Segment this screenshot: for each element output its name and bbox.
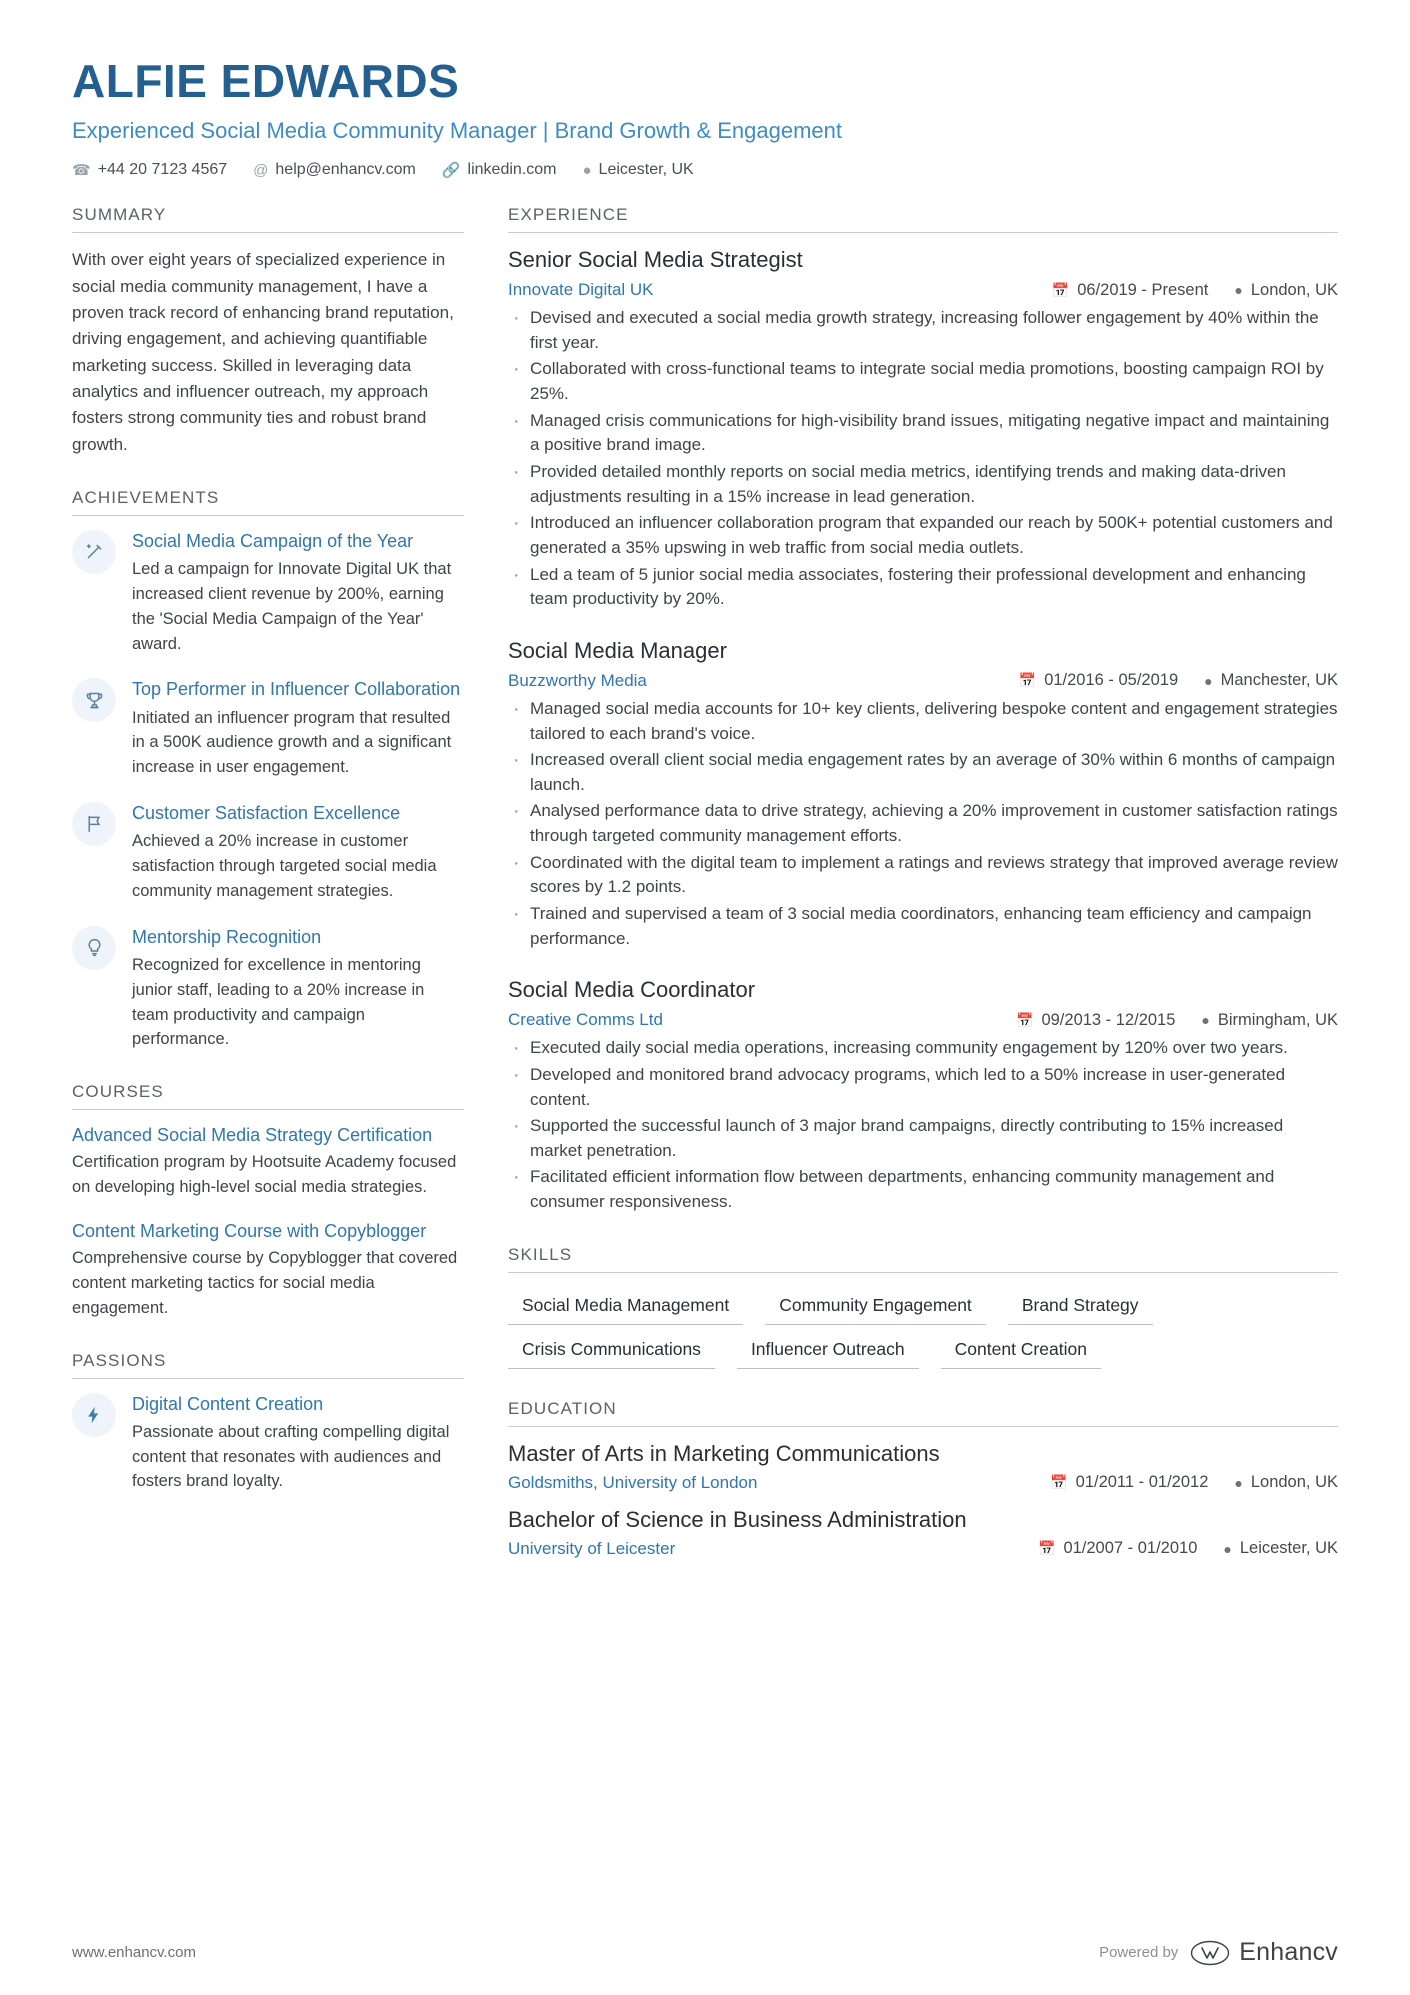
course-item bbox=[72, 1124, 464, 1200]
left-column bbox=[72, 205, 464, 1524]
link-icon: 🔗 bbox=[441, 161, 461, 179]
section-passions bbox=[72, 1351, 464, 1495]
job-title: Social Media Manager bbox=[508, 637, 727, 663]
contact-row bbox=[72, 161, 1338, 179]
job-company: Creative Comms Ltd bbox=[508, 1010, 663, 1030]
page-title: ALFIE EDWARDS bbox=[72, 55, 460, 107]
job-company: Buzzworthy Media bbox=[508, 670, 647, 690]
achievement-desc: Achieved a 20% increase in customer satisfaction through targeted social media community management strategies. bbox=[132, 832, 437, 900]
education-dates bbox=[1038, 1539, 1197, 1558]
job-dates-text: 01/2016 - 05/2019 bbox=[1044, 671, 1179, 690]
section-title-education: EDUCATION bbox=[508, 1399, 1338, 1427]
job-dates-text: 06/2019 - Present bbox=[1077, 280, 1209, 299]
passion-item bbox=[72, 1393, 464, 1495]
powered-by bbox=[1099, 1938, 1338, 1967]
course-desc: Comprehensive course by Copyblogger that covered content marketing tactics for social media engagement. bbox=[72, 1249, 458, 1317]
education-degree: Bachelor of Science in Business Administration bbox=[508, 1506, 967, 1532]
achievement-title: Social Media Campaign of the Year bbox=[132, 530, 414, 551]
section-courses bbox=[72, 1082, 464, 1321]
job-bullet: · Led a team of 5 junior social media associates, fostering their professional development and enhancing team productivity by 20%. bbox=[508, 563, 1338, 612]
experience-item bbox=[508, 247, 1338, 612]
job-bullets bbox=[508, 1036, 1338, 1214]
location-icon: ● bbox=[582, 161, 592, 179]
job-company: Innovate Digital UK bbox=[508, 280, 654, 300]
job-dates bbox=[1019, 671, 1178, 690]
contact-location bbox=[582, 161, 693, 179]
lightbulb-icon bbox=[72, 926, 116, 970]
calendar-icon: 📅 bbox=[1051, 281, 1070, 298]
section-education bbox=[508, 1399, 1338, 1559]
education-location-text: Leicester, UK bbox=[1239, 1539, 1338, 1558]
section-achievements bbox=[72, 488, 464, 1052]
skill-chip: Social Media Management bbox=[508, 1291, 743, 1325]
job-bullet: · Devised and executed a social media growth strategy, increasing follower engagement by 40% within the first year. bbox=[508, 306, 1338, 355]
course-desc: Certification program by Hootsuite Academy focused on developing high-level social media strategies. bbox=[72, 1153, 457, 1197]
job-bullet: · Managed crisis communications for high-visibility brand issues, mitigating negative impact and maintaining a positive brand image. bbox=[508, 409, 1338, 458]
wand-icon bbox=[72, 530, 116, 574]
section-title-passions: PASSIONS bbox=[72, 1351, 464, 1379]
job-location bbox=[1201, 1011, 1338, 1030]
job-bullet: · Executed daily social media operations, increasing community engagement by 120% over two years. bbox=[508, 1036, 1338, 1061]
job-location-text: London, UK bbox=[1250, 280, 1338, 299]
section-title-skills: SKILLS bbox=[508, 1245, 1338, 1273]
achievement-item bbox=[72, 678, 464, 780]
course-title: Content Marketing Course with Copyblogger bbox=[72, 1220, 427, 1241]
education-school: University of Leicester bbox=[508, 1538, 676, 1558]
achievement-desc: Initiated an influencer program that resulted in a 500K audience growth and a significant increase in user engagement. bbox=[132, 708, 452, 777]
page-footer bbox=[72, 1938, 1338, 1967]
flag-icon bbox=[72, 802, 116, 846]
bolt-icon bbox=[72, 1393, 116, 1437]
job-bullet: · Trained and supervised a team of 3 social media coordinators, enhancing team efficiency and campaign performance. bbox=[508, 902, 1338, 951]
achievement-desc: Led a campaign for Innovate Digital UK that increased client revenue by 200%, earning the 'Social Media Campaign of the Year' award. bbox=[132, 560, 452, 653]
job-bullet: · Developed and monitored brand advocacy programs, which led to a 50% increase in user-generated content. bbox=[508, 1063, 1338, 1112]
headline: Experienced Social Media Community Manager | Brand Growth & Engagement bbox=[72, 117, 842, 143]
experience-item bbox=[508, 977, 1338, 1214]
contact-email[interactable] bbox=[253, 161, 416, 179]
job-location bbox=[1234, 281, 1338, 300]
job-bullet: · Introduced an influencer collaboration program that expanded our reach by 500K+ potential customers and generated a 35% upswing in web traffic from social media outlets. bbox=[508, 511, 1338, 560]
skill-chip: Content Creation bbox=[941, 1335, 1101, 1369]
calendar-icon: 📅 bbox=[1018, 672, 1037, 689]
summary-text: With over eight years of specialized experience in social media community management, I have a proven track record of enhancing brand reputation, driving engagement, and achieving quantifiable marketing success. Skilled in leveraging data analytics and influencer outreach, my approach fosters strong community ties and robust brand growth. bbox=[72, 250, 454, 454]
job-title: Senior Social Media Strategist bbox=[508, 247, 803, 273]
section-title-achievements: ACHIEVEMENTS bbox=[72, 488, 464, 516]
achievement-title: Customer Satisfaction Excellence bbox=[132, 802, 401, 823]
course-item bbox=[72, 1220, 464, 1321]
job-bullet: · Managed social media accounts for 10+ key clients, delivering bespoke content and engagement strategies tailored to each brand's voice. bbox=[508, 697, 1338, 746]
brand-logo bbox=[1190, 1938, 1338, 1967]
calendar-icon: 📅 bbox=[1016, 1011, 1034, 1028]
job-dates bbox=[1016, 1011, 1175, 1030]
brand-name: Enhancv bbox=[1239, 1938, 1338, 1966]
footer-website[interactable]: www.enhancv.com bbox=[72, 1944, 196, 1961]
experience-item bbox=[508, 638, 1338, 951]
job-bullet: · Facilitated efficient information flow between departments, enhancing community management and consumer responsiveness. bbox=[508, 1165, 1338, 1214]
skill-chip: Crisis Communications bbox=[508, 1335, 715, 1369]
contact-email-text: help@enhancv.com bbox=[275, 161, 416, 179]
education-dates-text: 01/2007 - 01/2010 bbox=[1063, 1539, 1198, 1558]
education-school: Goldsmiths, University of London bbox=[508, 1472, 758, 1492]
course-title: Advanced Social Media Strategy Certification bbox=[72, 1125, 433, 1145]
passion-desc: Passionate about crafting compelling digital content that resonates with audiences and fosters brand loyalty. bbox=[132, 1422, 450, 1491]
education-dates-text: 01/2011 - 01/2012 bbox=[1075, 1473, 1209, 1492]
education-location bbox=[1223, 1539, 1338, 1558]
job-bullet: · Collaborated with cross-functional teams to integrate social media promotions, boosting campaign ROI by 25%. bbox=[508, 357, 1338, 406]
email-icon: @ bbox=[253, 161, 269, 179]
skill-chip: Brand Strategy bbox=[1008, 1291, 1153, 1325]
education-item bbox=[508, 1507, 1338, 1559]
job-location-text: Birmingham, UK bbox=[1217, 1010, 1338, 1029]
section-title-summary: SUMMARY bbox=[72, 205, 464, 233]
job-bullet: · Analysed performance data to drive strategy, achieving a 20% improvement in customer satisfaction ratings through targeted community management efforts. bbox=[508, 799, 1338, 848]
location-icon: ● bbox=[1223, 1540, 1232, 1557]
location-icon: ● bbox=[1204, 672, 1213, 689]
job-location-text: Manchester, UK bbox=[1220, 671, 1338, 690]
contact-phone-text: +44 20 7123 4567 bbox=[97, 161, 228, 179]
education-location bbox=[1234, 1473, 1338, 1492]
right-column bbox=[508, 205, 1338, 1589]
calendar-icon: 📅 bbox=[1050, 1474, 1068, 1491]
achievement-title: Mentorship Recognition bbox=[132, 926, 322, 947]
passion-title: Digital Content Creation bbox=[132, 1393, 324, 1414]
location-icon: ● bbox=[1234, 1474, 1243, 1491]
contact-link[interactable] bbox=[442, 161, 557, 179]
contact-link-text: linkedin.com bbox=[467, 161, 557, 179]
job-dates-text: 09/2013 - 12/2015 bbox=[1041, 1010, 1176, 1029]
job-bullet: · Supported the successful launch of 3 major brand campaigns, directly contributing to 15% increased market penetration. bbox=[508, 1114, 1338, 1163]
job-title: Social Media Coordinator bbox=[508, 977, 756, 1003]
job-bullets bbox=[508, 697, 1338, 951]
achievement-item bbox=[72, 802, 464, 904]
job-bullet: · Increased overall client social media engagement rates by an average of 30% within 6 months of campaign launch. bbox=[508, 748, 1338, 797]
skill-chip: Influencer Outreach bbox=[737, 1335, 919, 1369]
job-dates bbox=[1052, 281, 1209, 300]
powered-by-label: Powered by bbox=[1099, 1944, 1179, 1961]
achievement-title: Top Performer in Influencer Collaboration bbox=[132, 679, 461, 700]
enhancv-mark-icon bbox=[1190, 1940, 1230, 1966]
location-icon: ● bbox=[1234, 282, 1243, 299]
job-bullet: · Coordinated with the digital team to implement a ratings and reviews strategy that improved average review scores by 1.2 points. bbox=[508, 851, 1338, 900]
achievement-item bbox=[72, 530, 464, 656]
phone-icon: ☎ bbox=[72, 161, 91, 179]
section-title-experience: EXPERIENCE bbox=[508, 205, 1338, 233]
skill-chip: Community Engagement bbox=[765, 1291, 986, 1325]
trophy-icon bbox=[72, 678, 116, 722]
section-title-courses: COURSES bbox=[72, 1082, 464, 1110]
contact-location-text: Leicester, UK bbox=[598, 161, 694, 179]
calendar-icon: 📅 bbox=[1038, 1540, 1056, 1557]
contact-phone bbox=[72, 161, 227, 179]
education-location-text: London, UK bbox=[1250, 1473, 1338, 1492]
section-experience bbox=[508, 205, 1338, 1215]
section-skills bbox=[508, 1245, 1338, 1369]
education-dates bbox=[1050, 1473, 1208, 1492]
job-bullet: · Provided detailed monthly reports on social media metrics, identifying trends and making data-driven adjustments resulting in a 15% increase in lead generation. bbox=[508, 460, 1338, 509]
location-icon: ● bbox=[1201, 1012, 1210, 1029]
section-summary bbox=[72, 205, 464, 458]
achievement-item bbox=[72, 926, 464, 1052]
job-bullets bbox=[508, 306, 1338, 612]
education-degree: Master of Arts in Marketing Communications bbox=[508, 1440, 940, 1466]
achievement-desc: Recognized for excellence in mentoring junior staff, leading to a 20% increase in team productivity and campaign performance. bbox=[132, 956, 425, 1049]
job-location bbox=[1204, 671, 1338, 690]
resume-header bbox=[72, 56, 1338, 179]
education-item bbox=[508, 1441, 1338, 1493]
